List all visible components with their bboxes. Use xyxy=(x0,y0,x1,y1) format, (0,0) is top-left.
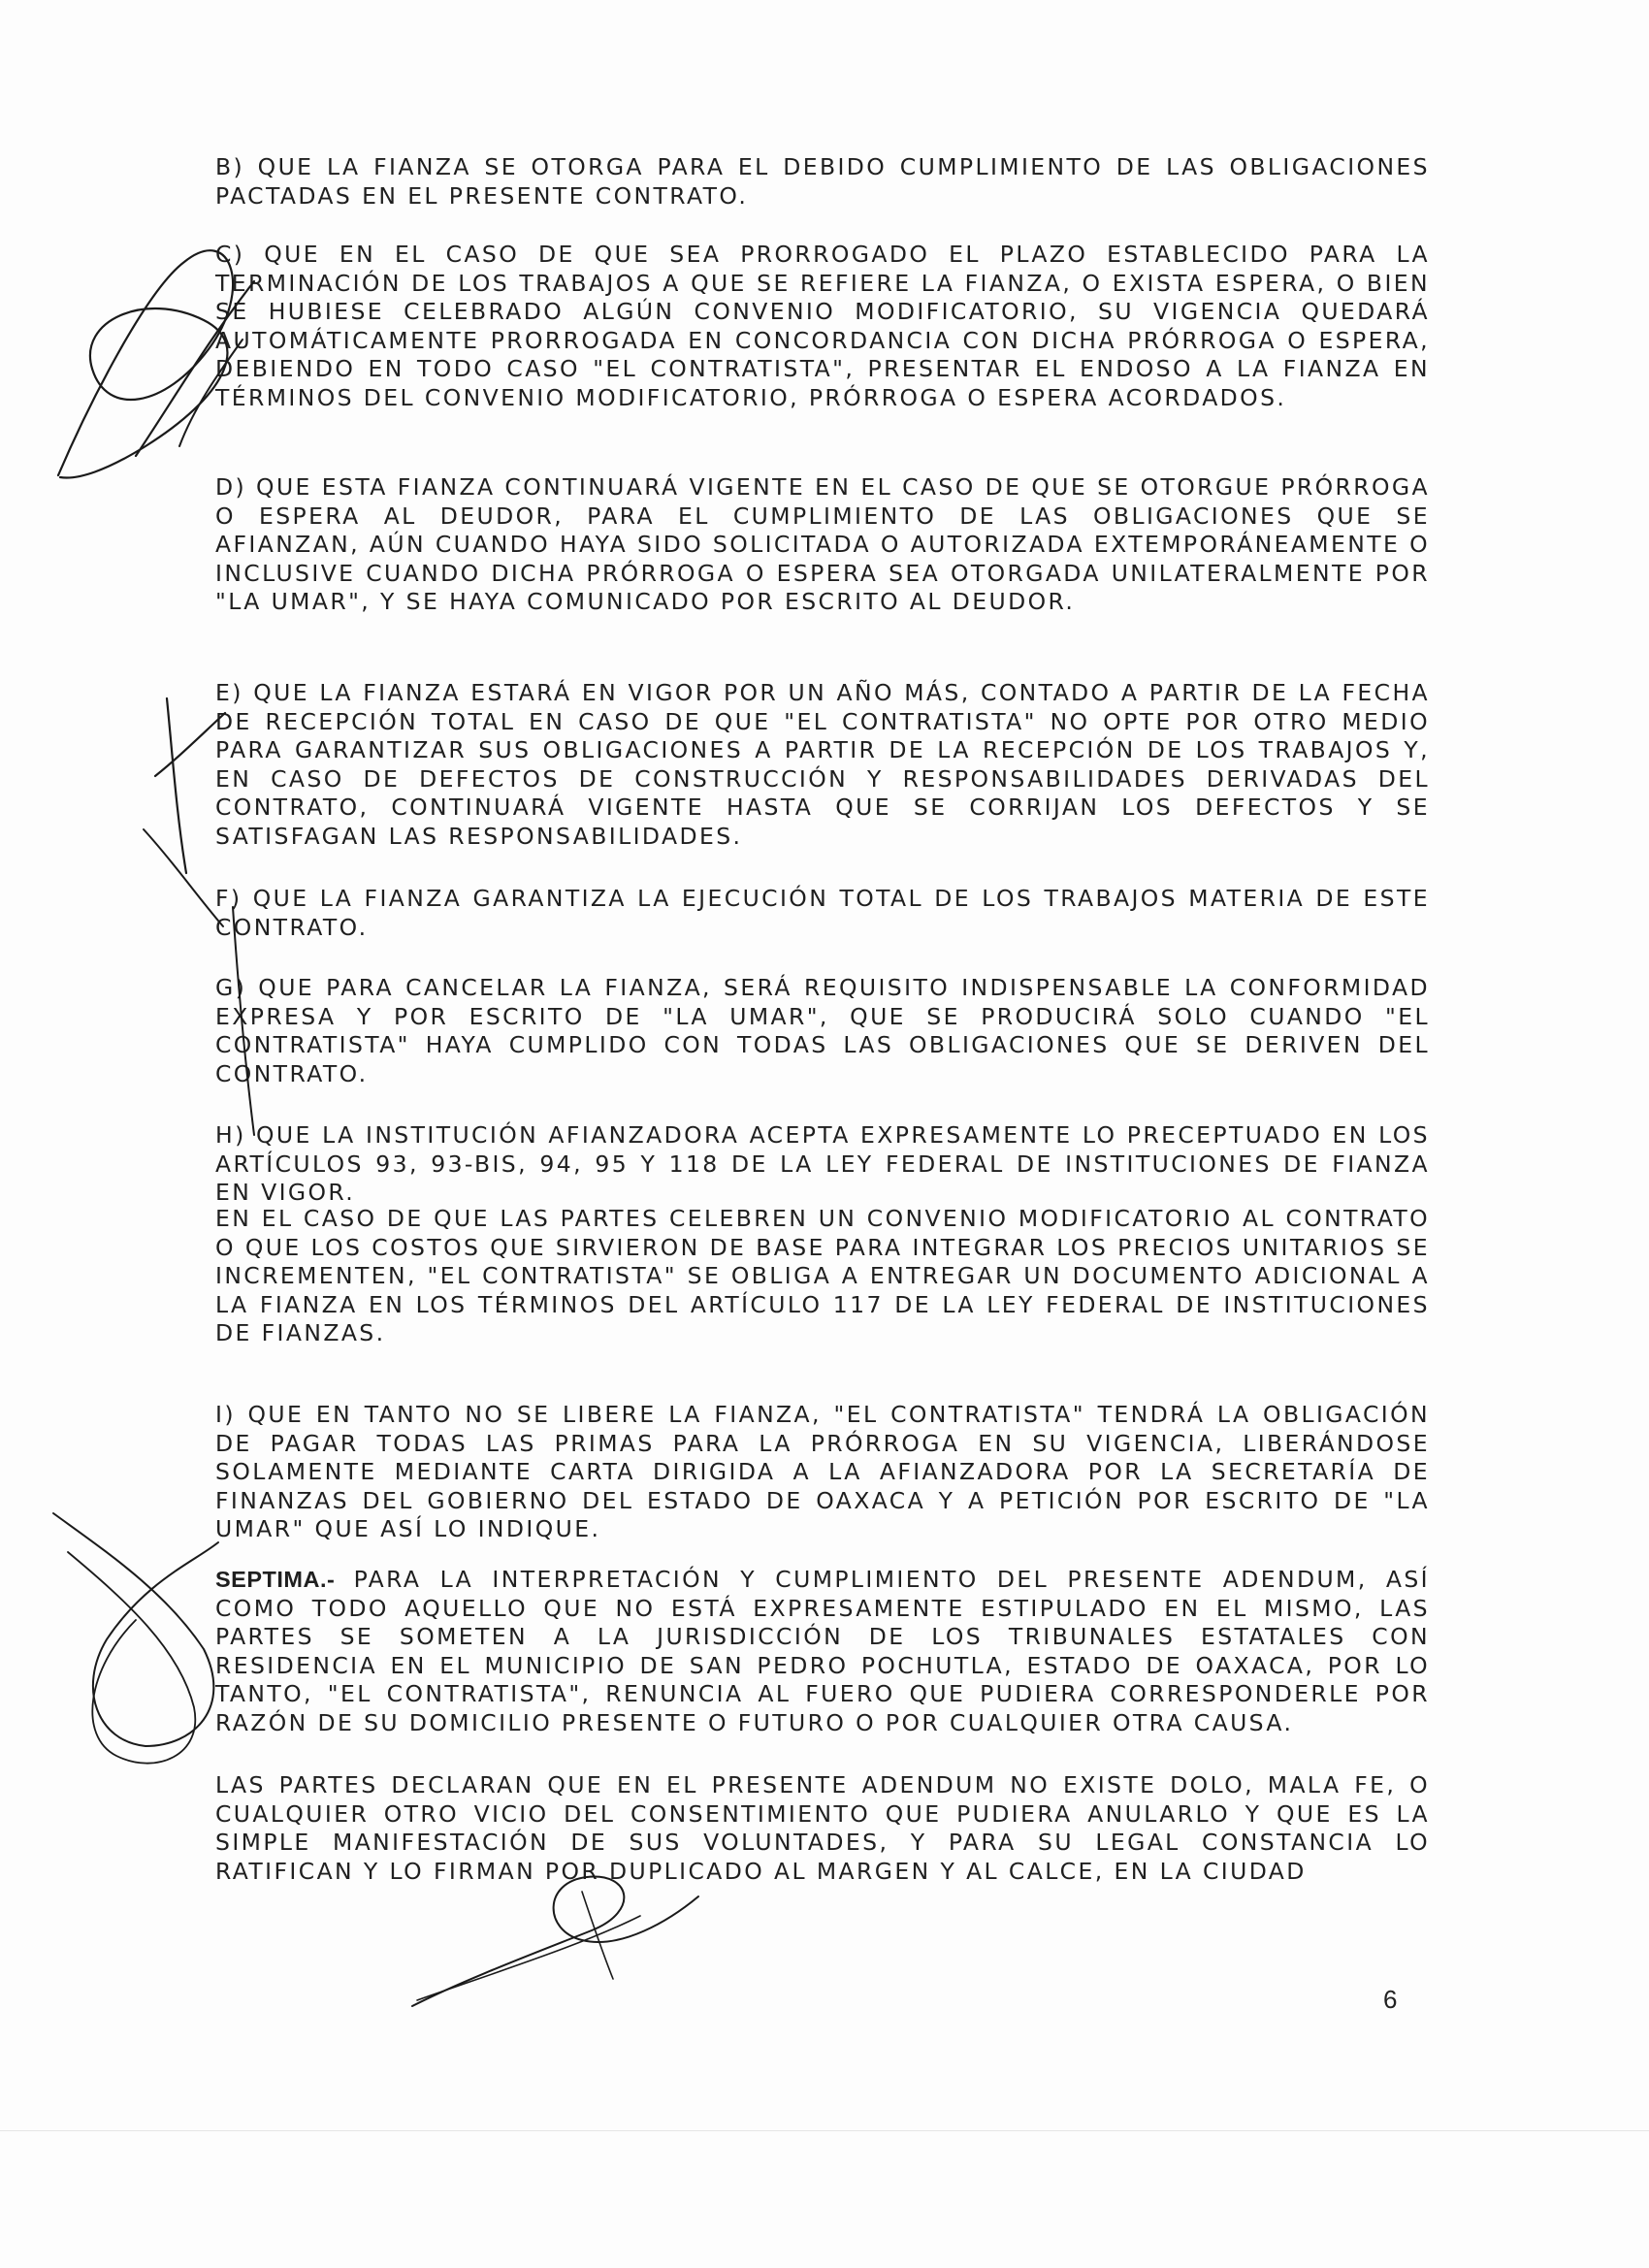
initials-loops-bottom xyxy=(53,1513,218,1746)
initials-scribble-top xyxy=(58,250,233,477)
page-number: 6 xyxy=(1383,1985,1398,2014)
initials-cross-1 xyxy=(167,698,186,873)
closing-paragraph: LAS PARTES DECLARAN QUE EN EL PRESENTE ADENDUM NO EXISTE DOLO, MALA FE, O CUALQUIER OTRO VICIO DEL CONSENTIMIENTO QUE PUDIERA ANULARLO Y QUE ES LA SIMPLE MANIFESTACIÓN DE SUS VOLUNTADES, Y PARA SU LEGAL CONSTANCIA LO RATIFICAN Y LO FIRMAN POR DUPLICADO AL MARGEN Y AL CALCE, EN LA CIUDAD xyxy=(215,1771,1430,1885)
initials-line-long xyxy=(233,907,254,1135)
initials-cross-2 xyxy=(155,713,225,776)
clause-h-amendment: EN EL CASO DE QUE LAS PARTES CELEBREN UN CONVENIO MODIFICATORIO AL CONTRATO O QUE LOS COSTOS QUE SIRVIERON DE BASE PARA INTEGRAR LOS PRECIOS UNITARIOS SE INCREMENTEN, "EL CONTRATISTA" SE OBLIGA A ENTREGAR UN DOCUMENTO ADICIONAL A LA FIANZA EN LOS TÉRMINOS DEL ARTÍCULO 117 DE LA LEY FEDERAL DE INSTITUCIONES DE FIANZAS. xyxy=(215,1205,1430,1346)
clause-d: D) QUE ESTA FIANZA CONTINUARÁ VIGENTE EN EL CASO DE QUE SE OTORGUE PRÓRROGA O ESPERA AL DEUDOR, PARA EL CUMPLIMIENTO DE LAS OBLIGACIONES QUE SE AFIANZAN, AÚN CUANDO HAYA SIDO SOLICITADA O AUTORIZADA EXTEMPORÁNEAMENTE O INCLUSIVE CUANDO DICHA PRÓRROGA O ESPERA SEA OTORGADA UNILATERALMENTE POR "LA UMAR", Y SE HAYA COMUNICADO POR ESCRITO AL DEUDOR. xyxy=(215,473,1430,615)
clause-b: B) QUE LA FIANZA SE OTORGA PARA EL DEBIDO CUMPLIMIENTO DE LAS OBLIGACIONES PACTADAS EN EL PRESENTE CONTRATO. xyxy=(215,153,1430,210)
clause-c: C) QUE EN EL CASO DE QUE SEA PRORROGADO EL PLAZO ESTABLECIDO PARA LA TERMINACIÓN DE LOS TRABAJOS A QUE SE REFIERE LA FIANZA, O EXISTA ESPERA, O BIEN SE HUBIESE CELEBRADO ALGÚN CONVENIO MODIFICATORIO, SU VIGENCIA QUEDARÁ AUTOMÁTICAMENTE PRORROGADA EN CONCORDANCIA CON DICHA PRÓRROGA O ESPERA, DEBIENDO EN TODO CASO "EL CONTRATISTA", PRESENTAR EL ENDOSO A LA FIANZA EN TÉRMINOS DEL CONVENIO MODIFICATORIO, PRÓRROGA O ESPERA ACORDADOS. xyxy=(215,241,1430,411)
septima-heading: SEPTIMA.- xyxy=(215,1567,336,1592)
initials-loops-bottom-2 xyxy=(68,1552,195,1764)
clause-e: E) QUE LA FIANZA ESTARÁ EN VIGOR POR UN AÑO MÁS, CONTADO A PARTIR DE LA FECHA DE RECEPCIÓN TOTAL EN CASO DE QUE "EL CONTRATISTA" NO OPTE POR OTRO MEDIO PARA GARANTIZAR SUS OBLIGACIONES A PARTIR DE LA RECEPCIÓN DE LOS TRABAJOS Y, EN CASO DE DEFECTOS DE CONSTRUCCIÓN Y RESPONSABILIDADES DERIVADAS DEL CONTRATO, CONTINUARÁ VIGENTE HASTA QUE SE CORRIJAN LOS DEFECTOS Y SE SATISFAGAN LAS RESPONSABILIDADES. xyxy=(215,679,1430,850)
initials-cross-3 xyxy=(144,829,223,926)
signature-tail xyxy=(582,1892,613,1979)
clause-f: F) QUE LA FIANZA GARANTIZA LA EJECUCIÓN TOTAL DE LOS TRABAJOS MATERIA DE ESTE CONTRATO. xyxy=(215,885,1430,941)
clause-h: H) QUE LA INSTITUCIÓN AFIANZADORA ACEPTA EXPRESAMENTE LO PRECEPTUADO EN LOS ARTÍCULOS 93, 93-BIS, 94, 95 Y 118 DE LA LEY FEDERAL DE INSTITUCIONES DE FIANZA EN VIGOR. xyxy=(215,1121,1430,1206)
clause-g: G) QUE PARA CANCELAR LA FIANZA, SERÁ REQUISITO INDISPENSABLE LA CONFORMIDAD EXPRESA Y POR ESCRITO DE "LA UMAR", QUE SE PRODUCIRÁ SOLO CUANDO "EL CONTRATISTA" HAYA CUMPLIDO CON TODAS LAS OBLIGACIONES QUE SE DERIVEN DEL CONTRATO. xyxy=(215,974,1430,1087)
clause-i: I) QUE EN TANTO NO SE LIBERE LA FIANZA, "EL CONTRATISTA" TENDRÁ LA OBLIGACIÓN DE PAGAR TODAS LAS PRIMAS PARA LA PRÓRROGA EN SU VIGENCIA, LIBERÁNDOSE SOLAMENTE MEDIANTE CARTA DIRIGIDA A LA AFIANZADORA POR LA SECRETARÍA DE FINANZAS DEL GOBIERNO DEL ESTADO DE OAXACA Y A PETICIÓN POR ESCRITO DE "LA UMAR" QUE ASÍ LO INDIQUE. xyxy=(215,1401,1430,1542)
septima-text: PARA LA INTERPRETACIÓN Y CUMPLIMIENTO DEL PRESENTE ADENDUM, ASÍ COMO TODO AQUELLO QUE NO ESTÁ EXPRESAMENTE ESTIPULADO EN EL MISMO, LAS PARTES SE SOMETEN A LA JURISDICCIÓN DE LOS TRIBUNALES ESTATALES CON RESIDENCIA EN EL MUNICIPIO DE SAN PEDRO POCHUTLA, ESTADO DE OAXACA, POR LO TANTO, "EL CONTRATISTA", RENUNCIA AL FUERO QUE PUDIERA CORRESPONDERLE POR RAZÓN DE SU DOMICILIO PRESENTE O FUTURO O POR CUALQUIER OTRA CAUSA. xyxy=(215,1566,1430,1736)
